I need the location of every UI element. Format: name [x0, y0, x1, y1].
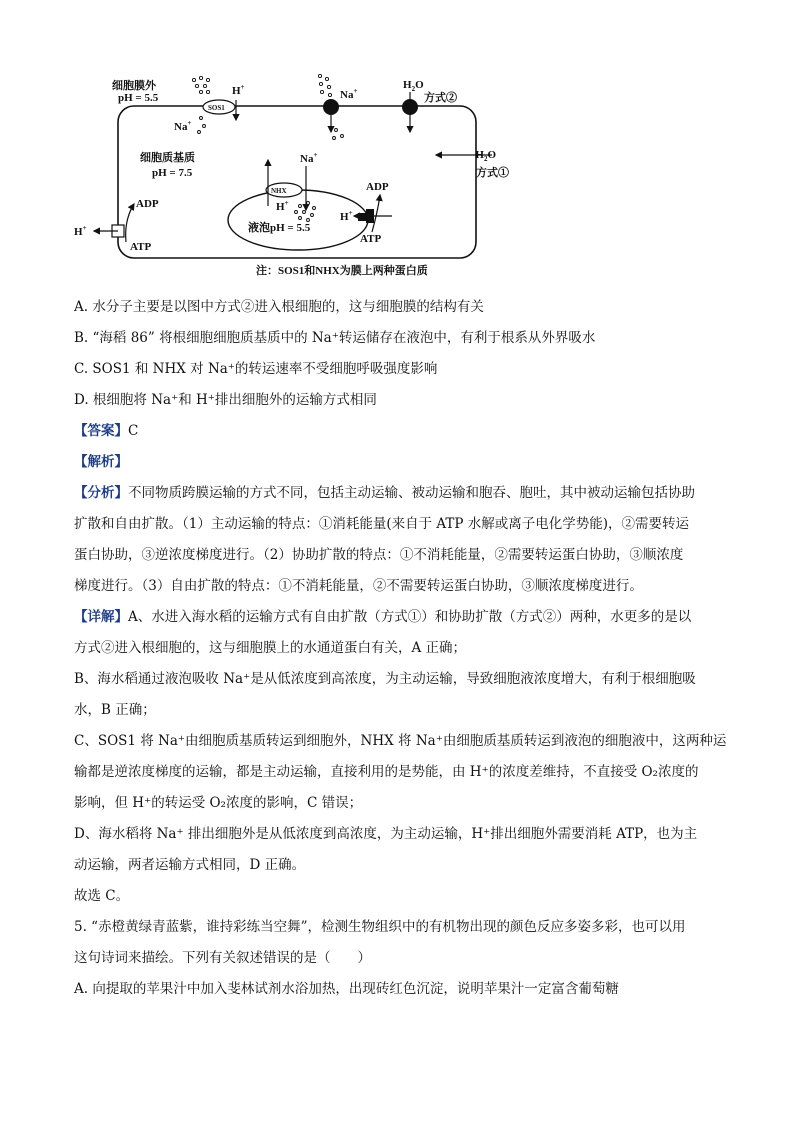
water-label-mode1: $H_2O$	[475, 149, 496, 163]
option-c: C. SOS1 和 NHX 对 Na⁺的转运速率不受细胞呼吸强度影响	[74, 361, 438, 377]
detail-line-b2: 水，B 正确；	[74, 702, 156, 718]
analysis-line-3: 蛋白协助，③逆浓度梯度进行。（2）协助扩散的特点：①不消耗能量，②需要转运蛋白协助，③顺浓度	[74, 547, 684, 563]
na-label-nhx: Na+	[300, 151, 318, 165]
analysis-tag: 【解析】	[74, 454, 128, 470]
diagram-svg	[74, 70, 509, 280]
detail-line-c1: C、SOS1 将 Na⁺由细胞质基质转运到细胞外，NHX 将 Na⁺由细胞质基质转运到液泡的细胞液中，这两种运	[74, 733, 727, 749]
h-label-pump: H+	[340, 209, 353, 223]
analysis-line-4: 梯度进行。（3）自由扩散的特点：①不消耗能量，②不需要转运蛋白协助，③顺浓度梯度进行。	[74, 578, 643, 594]
matrix-label: 细胞质基质	[140, 152, 195, 164]
detail-line-c2: 输都是逆浓度梯度的运输，都是主动运输，直接利用的是势能，由 H⁺的浓度差维持，不直接受 O₂浓度的	[74, 764, 699, 780]
detail-line-b1: B、海水稻通过液泡吸收 Na⁺是从低浓度到高浓度，为主动运输，导致细胞液浓度增大，有利于根细胞吸	[74, 671, 696, 687]
analysis-line-2: 扩散和自由扩散。（1）主动运输的特点：①消耗能量(来自于 ATP 水解或离子电化学势能)，②需要转运	[74, 516, 690, 532]
fenxi-tag: 【分析】	[74, 485, 128, 501]
mode1-label: 方式①	[476, 167, 509, 179]
cell-transport-diagram	[74, 70, 509, 280]
adp-label-vacuole: ADP	[366, 181, 389, 193]
detail-tag: 【详解】	[74, 609, 128, 625]
detail-line-c3: 影响，但 H⁺的转运受 O₂浓度的影响，C 错误；	[74, 795, 363, 811]
na-label-channel: Na+	[340, 87, 358, 101]
diagram-note: 注：SOS1和NHX为膜上两种蛋白质	[256, 265, 428, 277]
question5-line-2: 这句诗词来描绘。下列有关叙述错误的是（ ）	[74, 950, 371, 966]
question5-line-1: 5. “赤橙黄绿青蓝紫，谁持彩练当空舞”，检测生物组织中的有机物出现的颜色反应多姿多彩，也可以用	[74, 919, 686, 935]
na-dots-sos1	[198, 117, 206, 134]
detail-line-d1: D、海水稻将 Na⁺ 排出细胞外是从低浓度到高浓度，为主动运输，H⁺排出细胞外需要消耗 ATP，也为主	[74, 826, 698, 842]
outside-ph: pH = 5.5	[118, 92, 159, 104]
h-label-nhx: H+	[276, 199, 289, 213]
detail-line-a1: 【详解】A、水进入海水稻的运输方式有自由扩散（方式①）和协助扩散（方式②）两种，水更多的是以	[74, 609, 692, 625]
question5-option-a: A. 向提取的苹果汁中加入斐林试剂水浴加热，出现砖红色沉淀，说明苹果汁一定富含葡萄糖	[74, 981, 619, 997]
vacuole-label: 液泡pH = 5.5	[248, 222, 311, 234]
analysis-heading	[74, 447, 724, 478]
analysis-line-1: 【分析】不同物质跨膜运输的方式不同，包括主动运输、被动运输和胞吞、胞吐，其中被动运输包括协助	[74, 485, 695, 501]
water-label-top: $H_2O$	[403, 79, 424, 93]
question-content	[74, 292, 727, 1005]
nhx-label: NHX	[271, 187, 287, 195]
h-label-left: H+	[74, 224, 87, 238]
sos1-label: SOS1	[208, 104, 225, 112]
answer-tag: 【答案】	[74, 423, 128, 439]
detail-line-a2: 方式②进入根细胞的，这与细胞膜上的水通道蛋白有关，A 正确；	[74, 640, 467, 656]
h-label-sos1: H+	[232, 83, 245, 97]
option-a: A. 水分子主要是以图中方式②进入根细胞的，这与细胞膜的结构有关	[74, 299, 484, 315]
answer-line	[74, 416, 724, 447]
atp-label-left: ATP	[130, 241, 152, 253]
na-dots-outside	[192, 76, 209, 93]
na-channel	[323, 99, 339, 115]
cell-membrane	[118, 106, 476, 258]
conclusion: 故选 C。	[74, 888, 130, 904]
mode2-label: 方式②	[424, 92, 457, 104]
outside-label: 细胞膜外	[112, 80, 156, 92]
na-label-sos1: Na+	[174, 119, 192, 133]
detail-line-d2: 动运输，两者运输方式相同，D 正确。	[74, 857, 306, 873]
matrix-ph: pH = 7.5	[152, 167, 193, 179]
adp-label-left: ADP	[136, 198, 159, 210]
atp-label-vacuole: ATP	[360, 233, 382, 245]
option-b: B. “海稻 86” 将根细胞细胞质基质中的 Na⁺转运储存在液泡中，有利于根系从外界吸水	[74, 330, 596, 346]
answer-value: C	[128, 423, 139, 439]
na-dots-vacuole	[295, 202, 316, 222]
option-d: D. 根细胞将 Na⁺和 H⁺排出细胞外的运输方式相同	[74, 392, 377, 408]
